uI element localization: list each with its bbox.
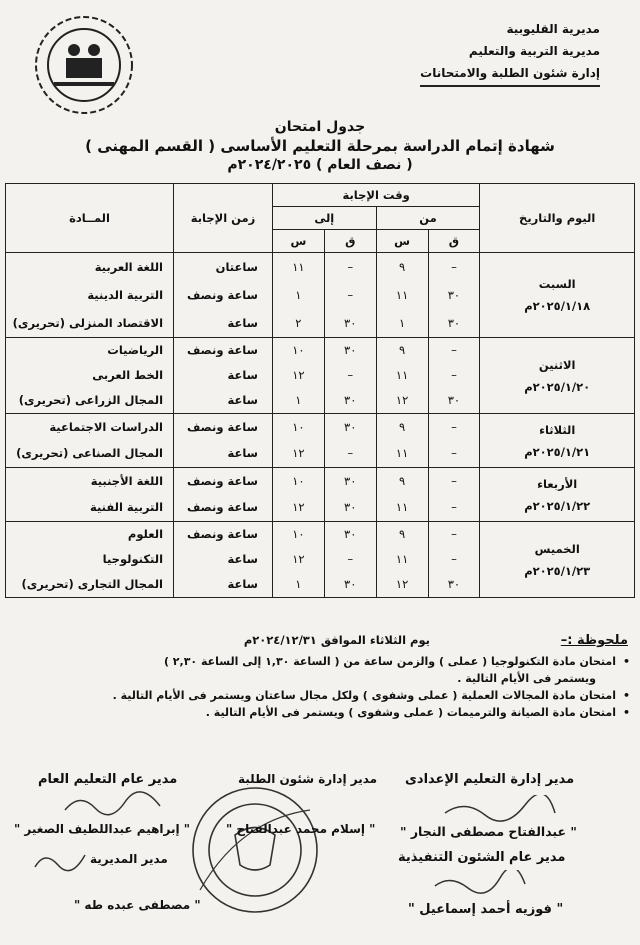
to-hours-value: ١٠ xyxy=(292,527,305,541)
duration-cell xyxy=(174,338,273,414)
signature-scribble xyxy=(430,870,530,896)
duration-value: ساعتان xyxy=(215,259,258,274)
day-date-cell xyxy=(480,522,635,598)
header-block xyxy=(420,18,600,87)
from-hours-value: ٩ xyxy=(398,259,406,274)
day-name: السبت xyxy=(538,277,576,291)
from-minutes-cell xyxy=(428,338,480,414)
subject-value: الاقتصاد المنزلى (تحريرى) xyxy=(12,315,164,330)
to-hours-value: ١٢ xyxy=(292,446,305,461)
from-hours-value: ١١ xyxy=(395,552,409,566)
title-line-1: جدول امتحان xyxy=(274,119,366,135)
duration-value: ساعة ونصف xyxy=(186,419,258,434)
subject-value: الرياضيات xyxy=(107,343,164,357)
notes-list xyxy=(10,653,630,721)
header-to: إلى xyxy=(272,207,376,230)
to-minutes-value: ٣٠ xyxy=(344,315,357,330)
from-minutes-cell xyxy=(428,253,480,338)
signature-general-ed-name: " إبراهيم عبداللطيف الصغير " xyxy=(14,822,191,836)
from-minutes-value: – xyxy=(451,500,457,515)
header-to-minutes: ق xyxy=(324,230,376,253)
duration-value: ساعة xyxy=(227,577,258,591)
to-minutes-value: ٣٠ xyxy=(344,500,357,515)
day-date-cell xyxy=(480,414,635,468)
header-from-minutes: ق xyxy=(428,230,480,253)
to-hours-cell xyxy=(272,253,324,338)
subject-value: التربية الفنية xyxy=(90,500,164,515)
duration-value: ساعة xyxy=(227,446,258,461)
to-hours-value: ١١ xyxy=(292,259,305,274)
header-line-1: مديرية القليوبية xyxy=(506,22,600,36)
note-item: • امتحان مادة المجالات العملية ( عملى وشفوى ) ولكل مجال ساعتان ويستمر فى الأيام التالية . xyxy=(10,687,630,704)
document-titles xyxy=(0,118,640,174)
from-hours-value: ١١ xyxy=(395,287,409,302)
note-item-continued: ويستمر فى الأيام التالية . xyxy=(457,672,596,685)
from-hours-value: ١١ xyxy=(395,368,409,382)
duration-value: ساعة ونصف xyxy=(186,473,258,488)
duration-value: ساعة ونصف xyxy=(186,287,258,302)
from-minutes-value: – xyxy=(451,473,457,488)
from-minutes-cell xyxy=(428,468,480,522)
from-hours-cell xyxy=(376,253,428,338)
table-row xyxy=(6,414,635,468)
subject-value: اللغة العربية xyxy=(94,259,164,274)
day-date-cell xyxy=(480,338,635,414)
subject-cell xyxy=(6,522,174,598)
subject-value: العلوم xyxy=(127,527,164,541)
to-hours-value: ١٠ xyxy=(292,473,305,488)
signature-prep-ed-name: " عبدالفتاح مصطفى النجار " xyxy=(400,824,577,839)
from-hours-cell xyxy=(376,338,428,414)
signature-directorate-title: مدير المديرية xyxy=(90,852,168,866)
day-date-cell xyxy=(480,253,635,338)
from-minutes-value: – xyxy=(451,527,457,541)
from-minutes-cell xyxy=(428,414,480,468)
duration-value: ساعة ونصف xyxy=(186,500,258,515)
from-hours-value: ٩ xyxy=(398,473,406,488)
title-line-3: ( نصف العام ) ٢٠٢٤/٢٠٢٥م xyxy=(227,157,413,173)
note-item: • امتحان مادة التكنولوجيا ( عملى ) والزمن ساعة من ( الساعة ١,٣٠ إلى الساعة ٢,٣٠ ) xyxy=(10,653,630,670)
to-minutes-value: ٣٠ xyxy=(344,527,357,541)
header-subject: المــادة xyxy=(6,184,174,253)
to-hours-value: ١٠ xyxy=(292,419,305,434)
signature-exec-title: مدير عام الشئون التنفيذية xyxy=(398,850,566,865)
exam-date: ٢٠٢٥/١/٢٢م xyxy=(524,498,591,513)
table-row xyxy=(6,468,635,522)
header-line-3: إدارة شئون الطلبة والامتحانات xyxy=(420,62,600,87)
from-minutes-value: – xyxy=(451,552,457,566)
from-hours-value: ١٢ xyxy=(395,393,409,407)
to-hours-value: ١ xyxy=(295,577,302,591)
note-item: • امتحان مادة الصيانة والترميمات ( عملى وشفوى ) ويستمر فى الأيام التالية . xyxy=(10,704,630,721)
from-minutes-value: – xyxy=(451,368,457,382)
to-minutes-cell xyxy=(324,468,376,522)
day-name: الخميس xyxy=(534,541,580,556)
to-minutes-value: ٣٠ xyxy=(344,577,357,591)
to-minutes-value: – xyxy=(347,446,354,461)
subject-value: الخط العربى xyxy=(92,368,164,382)
signature-directorate-name: " مصطفى عبده طه " xyxy=(74,898,201,912)
to-minutes-value: – xyxy=(347,552,354,566)
header-to-hours: س xyxy=(272,230,324,253)
to-minutes-value: ٣٠ xyxy=(344,393,357,407)
from-minutes-value: – xyxy=(451,419,457,434)
notes-title: ملحوظة :– xyxy=(560,633,628,648)
subject-cell xyxy=(6,414,174,468)
to-minutes-value: – xyxy=(347,368,354,382)
title-line-2: شهادة إتمام الدراسة بمرحلة التعليم الأساسى ( القسم المهنى ) xyxy=(85,137,555,155)
table-row xyxy=(6,338,635,414)
duration-cell xyxy=(174,414,273,468)
from-hours-cell xyxy=(376,522,428,598)
subject-cell xyxy=(6,338,174,414)
signature-scribble xyxy=(30,845,90,875)
day-name: الثلاثاء xyxy=(539,422,576,437)
from-hours-value: ١ xyxy=(398,315,406,330)
table-row xyxy=(6,253,635,338)
to-hours-value: ٢ xyxy=(295,315,302,330)
from-hours-value: ٩ xyxy=(398,527,406,541)
duration-cell xyxy=(174,522,273,598)
signature-student-affairs-name: " إسلام محمد عبدالفتاح " xyxy=(226,822,376,836)
header-line-2: مديرية التربية والتعليم xyxy=(468,44,600,58)
to-hours-value: ١ xyxy=(295,287,302,302)
duration-value: ساعة ونصف xyxy=(186,343,258,357)
duration-value: ساعة xyxy=(227,552,258,566)
to-minutes-cell xyxy=(324,338,376,414)
exam-date: ٢٠٢٥/١/١٨م xyxy=(524,299,591,313)
to-minutes-value: ٣٠ xyxy=(344,343,357,357)
to-hours-cell xyxy=(272,414,324,468)
header-from-hours: س xyxy=(376,230,428,253)
subject-value: المجال التجارى (تحريرى) xyxy=(21,577,164,591)
table-row xyxy=(6,522,635,598)
subject-value: الدراسات الاجتماعية xyxy=(49,419,164,434)
to-minutes-value: – xyxy=(347,287,354,302)
signature-scribble xyxy=(440,795,560,823)
signature-scribble xyxy=(60,790,170,818)
signature-student-affairs-title: مدير إدارة شئون الطلبة xyxy=(238,772,378,786)
from-hours-value: ٩ xyxy=(398,419,406,434)
signature-general-ed-title: مدير عام التعليم العام xyxy=(38,772,178,787)
signature-prep-ed-title: مدير إدارة التعليم الإعدادى xyxy=(405,772,575,787)
to-hours-cell xyxy=(272,338,324,414)
from-hours-value: ١١ xyxy=(395,446,409,461)
header-answer-time: وقت الإجابة xyxy=(272,184,479,207)
to-minutes-cell xyxy=(324,253,376,338)
day-name: الاثنين xyxy=(538,357,576,372)
subject-value: اللغة الأجنبية xyxy=(90,473,164,488)
duration-value: ساعة xyxy=(227,393,258,407)
subject-value: التربية الدينية xyxy=(87,287,164,302)
to-hours-value: ١٢ xyxy=(292,368,305,382)
ministry-logo xyxy=(24,10,144,120)
subject-cell xyxy=(6,468,174,522)
to-minutes-value: – xyxy=(347,259,354,274)
from-minutes-value: ٣٠ xyxy=(447,577,461,591)
to-hours-value: ١٢ xyxy=(292,552,305,566)
to-minutes-cell xyxy=(324,522,376,598)
from-hours-value: ١١ xyxy=(395,500,409,515)
to-minutes-value: ٣٠ xyxy=(344,419,357,434)
to-hours-value: ١٠ xyxy=(292,343,305,357)
header-from: من xyxy=(376,207,480,230)
to-minutes-cell xyxy=(324,414,376,468)
duration-cell xyxy=(174,468,273,522)
from-hours-cell xyxy=(376,414,428,468)
subject-value: المجال الزراعى (تحريرى) xyxy=(18,393,164,407)
from-minutes-cell xyxy=(428,522,480,598)
from-hours-cell xyxy=(376,468,428,522)
subject-cell xyxy=(6,253,174,338)
header-duration: زمن الإجابة xyxy=(174,184,273,253)
exam-schedule-table xyxy=(5,183,635,598)
from-minutes-value: ٣٠ xyxy=(447,315,461,330)
exam-date: ٢٠٢٥/١/٢١م xyxy=(524,444,591,459)
from-minutes-value: – xyxy=(451,259,457,274)
from-minutes-value: – xyxy=(451,446,457,461)
day-name: الأربعاء xyxy=(537,476,578,491)
duration-value: ساعة xyxy=(227,315,258,330)
to-minutes-value: ٣٠ xyxy=(344,473,357,488)
to-hours-cell xyxy=(272,522,324,598)
from-minutes-value: ٣٠ xyxy=(447,393,461,407)
notes-date-line: يوم الثلاثاء الموافق ٢٠٢٤/١٢/٣١م xyxy=(243,633,430,647)
subject-value: التكنولوجيا xyxy=(102,552,164,566)
exam-date: ٢٠٢٥/١/٢٣م xyxy=(524,563,591,578)
exam-date: ٢٠٢٥/١/٢٠م xyxy=(524,379,591,394)
from-minutes-value: ٣٠ xyxy=(447,287,461,302)
signature-exec-name: " فوزيه أحمد إسماعيل " xyxy=(408,902,564,917)
subject-value: المجال الصناعى (تحريرى) xyxy=(16,446,164,461)
from-minutes-value: – xyxy=(451,343,457,357)
to-hours-value: ١ xyxy=(295,393,302,407)
to-hours-value: ١٢ xyxy=(292,500,305,515)
duration-value: ساعة ونصف xyxy=(186,527,258,541)
official-stamp xyxy=(180,780,330,920)
header-day-date: اليوم والتاريخ xyxy=(480,184,635,253)
duration-value: ساعة xyxy=(227,368,258,382)
day-date-cell xyxy=(480,468,635,522)
from-hours-value: ١٢ xyxy=(395,577,409,591)
to-hours-cell xyxy=(272,468,324,522)
duration-cell xyxy=(174,253,273,338)
from-hours-value: ٩ xyxy=(398,343,406,357)
